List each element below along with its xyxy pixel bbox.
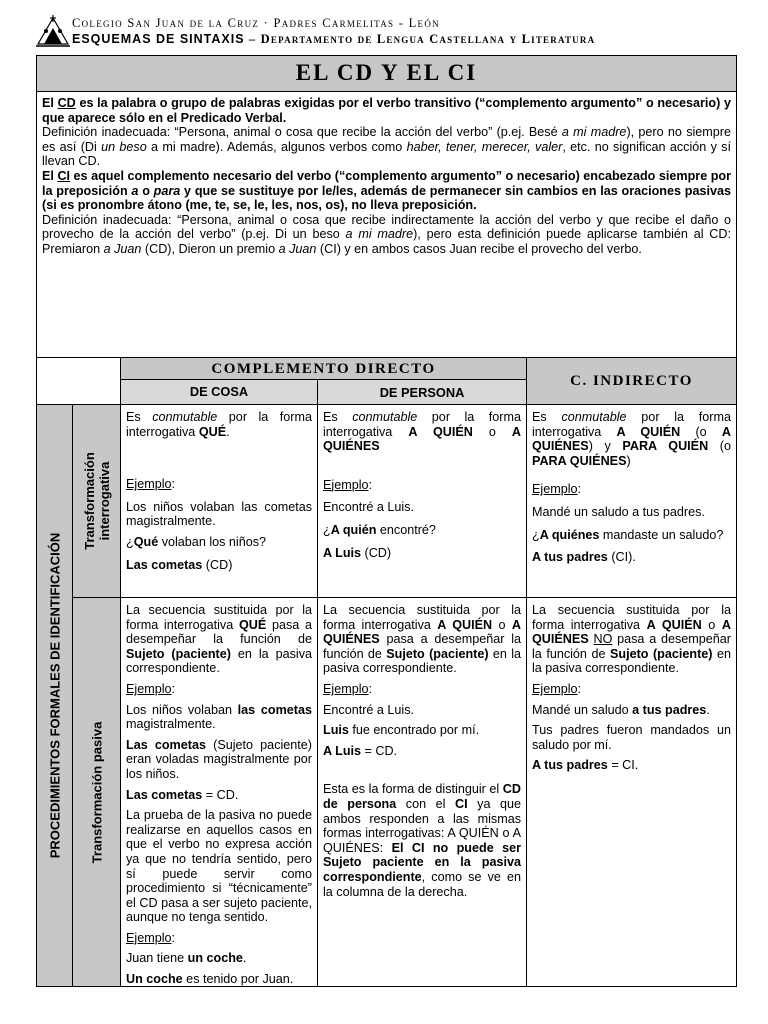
- document-header: [36, 14, 736, 50]
- subheader-persona: DE PERSONA: [318, 380, 527, 405]
- carmelite-shield-icon: [36, 14, 70, 48]
- cell-interrog-cosa: Es conmutable por la forma interrogativa QUÉ. Ejemplo: Los niños volaban las cometas magistralmente. ¿Qué volaban los niños? Las cometas (CD): [121, 405, 318, 598]
- vertical-label-procedimientos: PROCEDIMIENTOS FORMALES DE IDENTIFICACIÓN: [37, 405, 73, 986]
- cell-pasiva-ci: La secuencia sustituida por la forma interrogativa A QUIÉN o A QUIÉNES NO pasa a desempeñar la función de Sujeto (paciente) en la pasiva correspondiente. Ejemplo: Mandé un saludo a tus padres. Tus padres fueron mandados un saludo por mí. A tus padres = CI.: [532, 603, 731, 773]
- cell-interrog-ci: Es conmutable por la forma interrogativa A QUIÉN (o A QUIÉNES) y PARA QUIÉN (o PARA QUIÉNES) Ejemplo: Mandé un saludo a tus padres. ¿A quiénes mandaste un saludo? A tus padres (CI).: [527, 405, 736, 598]
- blank-corner: [37, 358, 121, 405]
- intro-definitions: El CD es la palabra o grupo de palabras exigidas por el verbo transitivo (“complemento argumento” o necesario) y que aparece sólo en el Predicado Verbal. Definición inadecuada: “Persona, animal o cosa que recibe la acción del verbo” (p.ej. Besé a mi madre), pero no siempre es así (Di un beso a mi madre). Además, algunos verbos como haber, tener, merecer, valer, etc. no significan acción y sí llevan CD. El CI es aquel complemento necesario del verbo (“complemento argumento” o necesario) encabezado siempre por la preposición a o para y que se sustituye por le/les, además de permanecer sin cambios en las oraciones pasivas (si es pronombre átono (me, te, se, le, les, nos, os), no lleva preposición. Definición inadecuada: “Persona, animal o cosa que recibe indirectamente la acción del verbo y que recibe el daño o provecho de la acción del verbo” (p.ej. Di un beso a mi madre), pero esta definición puede aplicarse también al CD: Premiaron a Juan (CD), Dieron un premio a Juan (CI) y en ambos casos Juan recibe el provecho del verbo.: [37, 92, 736, 358]
- cell-pasiva-persona: La secuencia sustituida por la forma interrogativa A QUIÉN o A QUIÉNES pasa a desempeñar la función de Sujeto (paciente) en la pasiva correspondiente. Ejemplo: Encontré a Luis. Luis fue encontrado por mí. A Luis = CD. Esta es la forma de distinguir el CD de persona con el CI ya que ambos responden a las mismas formas interrogativas: A QUIÉN o A QUIÉNES: El CI no puede ser Sujeto paciente en la pasiva correspondiente, como se ve en la columna de la derecha.: [318, 598, 527, 986]
- school-name: Colegio San Juan de la Cruz · Padres Carmelitas - León: [72, 16, 440, 30]
- main-frame: [36, 55, 737, 987]
- cell-pasiva-cosa: La secuencia sustituida por la forma interrogativa QUÉ pasa a desempeñar la función de Sujeto (paciente) en la pasiva correspondiente. Ejemplo: Los niños volaban las cometas magistralmente. Las cometas (Sujeto paciente) eran voladas magistralmente por los niños. Las cometas = CD. La prueba de la pasiva no puede realizarse en aquellos casos en que el verbo no expresa acción ya que no tendría sentido, pero sí puede servir como procedimiento si “técnicamente” el CD pasa a ser sujeto paciente, aunque no tenga sentido. Ejemplo: Juan tiene un coche. Un coche es tenido por Juan.: [121, 598, 318, 986]
- vertical-label-pasiva: Transformación pasiva: [73, 598, 121, 986]
- vertical-label-interrogativa: Transformación interrogativa: [73, 405, 121, 598]
- subheader-cosa: DE COSA: [121, 380, 318, 405]
- department-line: ESQUEMAS DE SINTAXIS – Departamento de Lengua Castellana y Literatura: [72, 32, 596, 46]
- ci-header: C. INDIRECTO: [527, 358, 736, 405]
- cell-interrog-persona: Es conmutable por la forma interrogativa A QUIÉN o A QUIÉNES Ejemplo: Encontré a Luis. ¿A quién encontré? A Luis (CD): [318, 405, 527, 598]
- cd-header: COMPLEMENTO DIRECTO: [121, 358, 527, 380]
- page-title: EL CD Y EL CI: [37, 56, 736, 92]
